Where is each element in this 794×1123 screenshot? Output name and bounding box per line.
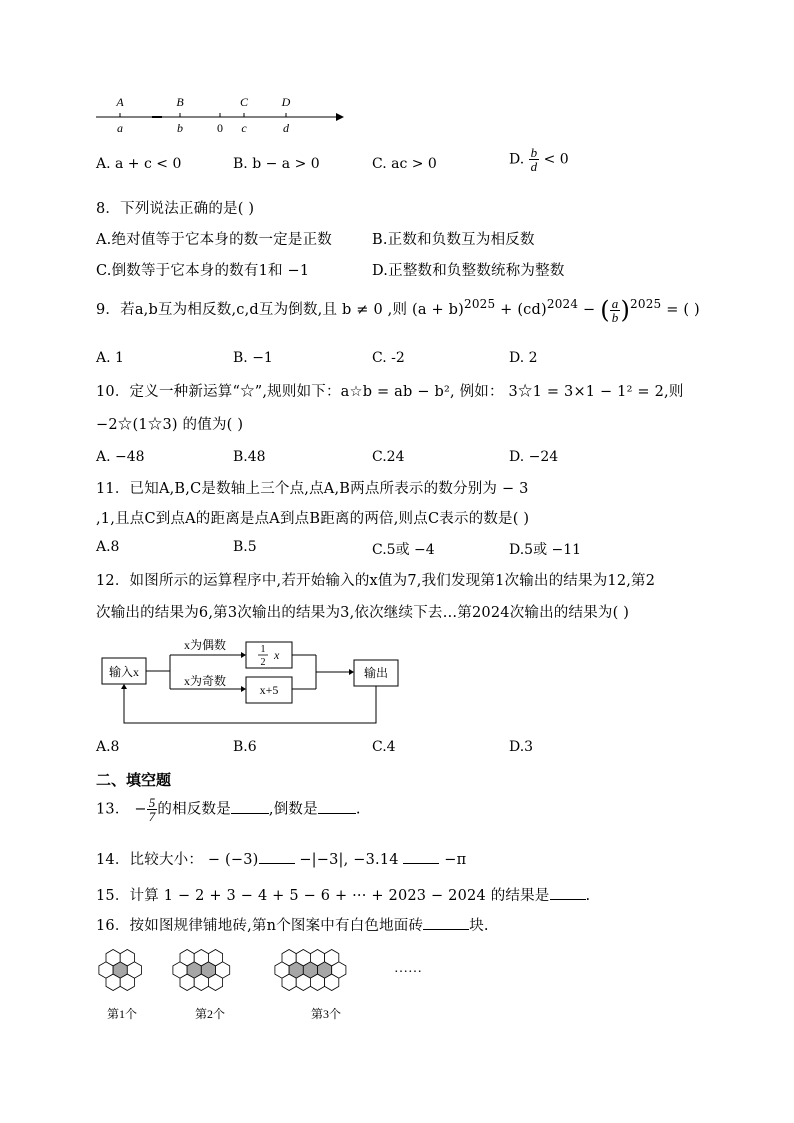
q13-blank-2[interactable] bbox=[318, 813, 356, 814]
q7-d-suffix: < 0 bbox=[543, 151, 569, 168]
flowchart-figure bbox=[96, 630, 416, 730]
q9-option-b[interactable]: B. −1 bbox=[233, 350, 273, 366]
q12-option-b[interactable]: B.6 bbox=[233, 739, 257, 755]
q9-option-d[interactable]: D. 2 bbox=[509, 350, 538, 366]
q12-line2: 次输出的结果为6,第3次输出的结果为3,依次继续下去…第2024次输出的结果为( ) bbox=[96, 605, 630, 621]
white-tile bbox=[310, 974, 324, 990]
white-tile bbox=[208, 974, 222, 990]
caption-1: 第1个 bbox=[106, 1007, 138, 1021]
q14-blank-1[interactable] bbox=[259, 863, 295, 864]
q8-option-d[interactable]: D.正整数和负整数统称为整数 bbox=[372, 263, 565, 279]
flow-even-label: x为偶数 bbox=[184, 638, 227, 652]
q12-option-d[interactable]: D.3 bbox=[509, 739, 534, 755]
white-tile bbox=[106, 950, 120, 966]
white-tile bbox=[325, 950, 339, 966]
q9-option-a[interactable]: A. 1 bbox=[96, 350, 124, 366]
q10-option-d[interactable]: D. −24 bbox=[509, 449, 559, 465]
point-A-label: A bbox=[116, 95, 124, 109]
white-tile bbox=[296, 974, 310, 990]
white-tile bbox=[325, 974, 339, 990]
white-tile bbox=[120, 950, 134, 966]
q14-blank-2[interactable] bbox=[403, 863, 439, 864]
q8-option-a[interactable]: A.绝对值等于它本身的数一定是正数 bbox=[96, 232, 332, 248]
q16-blank[interactable] bbox=[423, 929, 469, 930]
q12-option-c[interactable]: C.4 bbox=[372, 739, 396, 755]
flow-half-den: 2 bbox=[260, 657, 266, 668]
white-tile bbox=[208, 950, 222, 966]
flow-output-label: 输出 bbox=[363, 666, 389, 680]
q15: 15．计算 1 − 2 + 3 − 4 + 5 − 6 + ··· + 2023 − 2024 的结果是 . bbox=[96, 888, 591, 904]
q11-line1: 11．已知A,B,C是数轴上三个点,点A,B两点所表示的数分别为 − 3 bbox=[96, 481, 529, 497]
q13: 13． − $\frac{5}{7}$ 的相反数是 ,倒数是 . bbox=[96, 795, 361, 824]
origin-label: 0 bbox=[217, 121, 223, 135]
point-D-label: D bbox=[281, 95, 291, 109]
caption-3: 第3个 bbox=[310, 1007, 342, 1021]
white-tile bbox=[180, 950, 194, 966]
q11-line2: ,1,且点C到点A的距离是点A到点B距离的两倍,则点C表示的数是( ) bbox=[96, 511, 530, 527]
number-line-figure bbox=[92, 90, 352, 140]
q7-option-a[interactable]: A. a + c < 0 bbox=[96, 156, 182, 172]
q8-stem: 8．下列说法正确的是( ) bbox=[96, 201, 255, 217]
q8-option-c[interactable]: C.倒数等于它本身的数有1和 −1 bbox=[96, 263, 310, 279]
point-C-label: C bbox=[239, 95, 249, 109]
q9-stem: 9．若a,b互为相反数,c,d互为倒数,且 b ≠ 0 ,则 $(a + b)^{2025} + (cd)^{2024}$ − ( $\frac{a}{b}$ )$^{2025}$ = ( ) bbox=[96, 295, 700, 325]
section-heading: 二、填空题 bbox=[96, 771, 172, 789]
q16: 16．按如图规律铺地砖,第n个图案中有白色地面砖 块. bbox=[96, 918, 489, 934]
q11-option-a[interactable]: A.8 bbox=[96, 539, 120, 555]
flow-half-box bbox=[246, 642, 292, 668]
hexagon-tiles-figure bbox=[94, 940, 434, 1030]
q7-option-d[interactable] bbox=[509, 146, 569, 173]
flow-odd-label: x为奇数 bbox=[184, 674, 227, 688]
white-tile bbox=[180, 974, 194, 990]
value-a-label: a bbox=[117, 121, 123, 135]
flow-half-num: 1 bbox=[260, 644, 266, 655]
tile-dots: …… bbox=[394, 961, 422, 976]
value-d-label: d bbox=[283, 121, 289, 135]
white-tile bbox=[282, 974, 296, 990]
q12-option-a[interactable]: A.8 bbox=[96, 739, 120, 755]
q7-option-b[interactable]: B. b − a > 0 bbox=[233, 156, 320, 172]
point-B-label: B bbox=[176, 95, 184, 109]
q7-option-c[interactable]: C. ac > 0 bbox=[372, 156, 437, 172]
white-tile bbox=[120, 974, 134, 990]
q10-option-c[interactable]: C.24 bbox=[372, 449, 405, 465]
q13-fraction: $\frac{5}{7}$ bbox=[148, 795, 156, 824]
flow-half-var: x bbox=[274, 648, 280, 662]
white-tile bbox=[106, 974, 120, 990]
q10-option-a[interactable]: A. −48 bbox=[96, 449, 145, 465]
q10-option-b[interactable]: B.48 bbox=[233, 449, 266, 465]
q9-option-c[interactable]: C. -2 bbox=[372, 350, 405, 366]
flow-input-label: 输入x bbox=[108, 665, 140, 679]
value-b-label: b bbox=[177, 121, 183, 135]
q11-option-d[interactable]: D.5或 −11 bbox=[509, 542, 582, 558]
q7-d-prefix: D. bbox=[509, 151, 525, 168]
q14: 14．比较大小： − (−3) −|−3|, −3.14 −π bbox=[96, 852, 467, 868]
flow-plus5-label: x+5 bbox=[259, 683, 279, 697]
white-tile bbox=[194, 974, 208, 990]
q11-option-b[interactable]: B.5 bbox=[233, 539, 257, 555]
q15-blank[interactable] bbox=[550, 899, 586, 900]
q8-option-b[interactable]: B.正数和负数互为相反数 bbox=[372, 232, 535, 248]
q7-d-fraction: $\frac{b}{d}$ bbox=[530, 145, 538, 174]
white-tile bbox=[282, 950, 296, 966]
white-tile bbox=[296, 950, 310, 966]
q9-fraction: $\frac{a}{b}$ bbox=[611, 295, 619, 325]
q10-line2: −2☆(1☆3) 的值为( ) bbox=[96, 417, 244, 433]
caption-2: 第2个 bbox=[194, 1007, 226, 1021]
value-c-label: c bbox=[241, 121, 247, 135]
white-tile bbox=[310, 950, 324, 966]
q10-line1: 10．定义一种新运算“☆”,规则如下：a☆b = ab − b², 例如： 3☆1 = 3×1 − 1² = 2,则 bbox=[96, 384, 684, 400]
q11-option-c[interactable]: C.5或 −4 bbox=[372, 542, 435, 558]
q13-blank-1[interactable] bbox=[231, 813, 269, 814]
white-tile bbox=[194, 950, 208, 966]
q12-line1: 12．如图所示的运算程序中,若开始输入的x值为7,我们发现第1次输出的结果为12,第2 bbox=[96, 573, 656, 589]
